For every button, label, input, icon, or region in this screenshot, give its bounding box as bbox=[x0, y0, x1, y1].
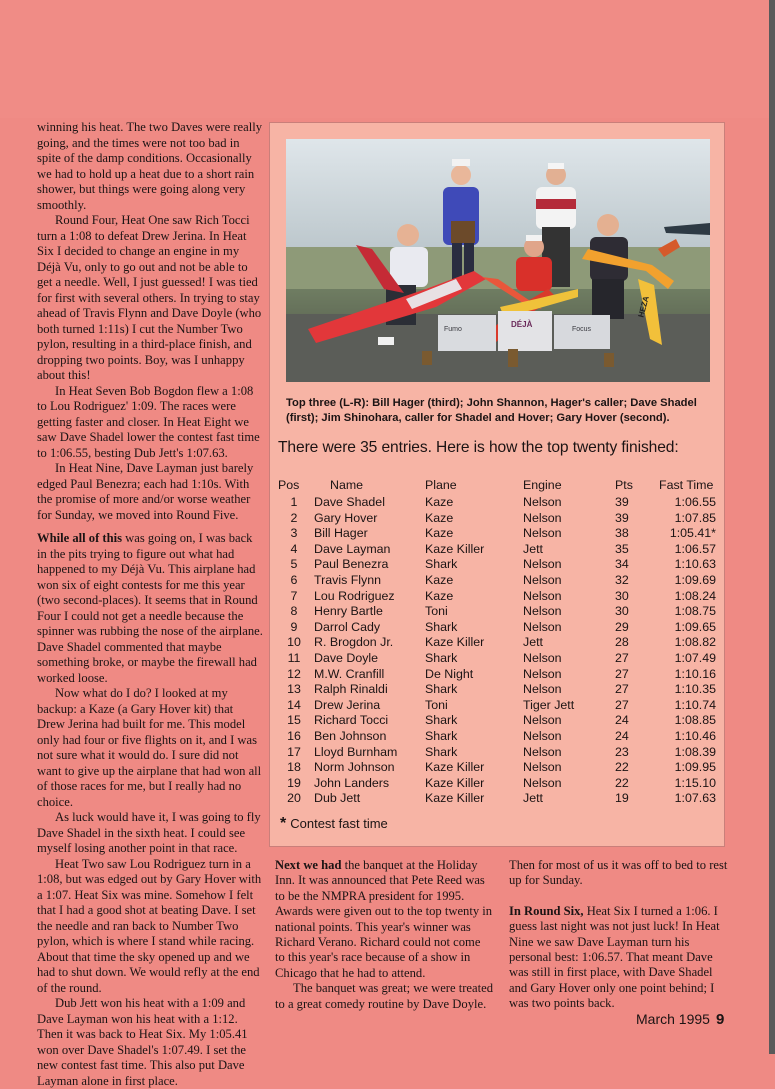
cell-time: 1:06.55 bbox=[674, 495, 716, 509]
table-row bbox=[276, 667, 716, 683]
results-sidebar bbox=[269, 122, 725, 847]
cell-pts: 19 bbox=[615, 791, 629, 806]
paragraph: As luck would have it, I was going to fly Dave Shadel in the sixth heat. I could see myself losing another point in that race. bbox=[37, 810, 261, 855]
cell-pos: 17 bbox=[287, 744, 301, 759]
photo-caption: Top three (L-R): Bill Hager (third); John Shannon, Hager's caller; Dave Shadel (first); Jim Shinohara, caller for Shadel and Hover; Gary Hover (second). bbox=[286, 397, 697, 424]
box-label: DÉJÀ bbox=[511, 320, 533, 329]
cell-name: Dave Layman bbox=[314, 541, 391, 556]
cell-plane: Shark bbox=[425, 744, 458, 759]
table-row bbox=[276, 760, 716, 776]
cell-plane: Kaze Killer bbox=[425, 791, 485, 806]
paragraph: In Heat Seven Bob Bogdon flew a 1:08 to Lou Rodriguez' 1:09. The races were getting faster and closer. In Heat Eight we saw Dave Shadel lower the contest fast time to 1:06.55, besting Dub Jett's 1:07.63. bbox=[37, 383, 260, 460]
cell-time: 1:07.63 bbox=[674, 791, 716, 806]
cell-pos: 9 bbox=[290, 619, 298, 634]
cell-plane: Kaze Killer bbox=[425, 760, 485, 775]
paragraph: Then for most of us it was off to bed to rest up for Sunday. bbox=[509, 858, 728, 888]
cell-time: 1:07.49 bbox=[674, 650, 716, 665]
cell-pts: 27 bbox=[615, 682, 629, 697]
table-row bbox=[276, 620, 716, 636]
cell-time: 1:08.85 bbox=[674, 713, 716, 728]
header-name: Name bbox=[330, 477, 364, 492]
cell-engine: Nelson bbox=[523, 650, 562, 665]
cell-name: Travis Flynn bbox=[314, 572, 382, 587]
table-row bbox=[276, 791, 716, 807]
cell-plane: Shark bbox=[425, 557, 458, 572]
paragraph-text: the banquet at the Holiday Inn. It was announced that Pete Reed was to be the NMPRA president for 1995. Awards were given out to the top twenty in national points. This year's winner was Richard Verano. Richard could not come to this year's race because of a show in Chicago that he had to attend. bbox=[275, 858, 493, 980]
cell-time: 1:05.41* bbox=[669, 526, 716, 541]
cell-plane: Kaze Killer bbox=[425, 775, 485, 790]
section-lead-in: In Round Six, bbox=[509, 903, 584, 918]
cell-name: M.W. Cranfill bbox=[314, 666, 385, 681]
cell-engine: Nelson bbox=[523, 619, 562, 634]
cell-name: Richard Tocci bbox=[314, 713, 389, 728]
cell-engine: Nelson bbox=[523, 572, 562, 587]
table-row bbox=[276, 776, 716, 792]
cell-pts: 22 bbox=[615, 775, 629, 790]
cell-pos: 19 bbox=[287, 775, 301, 790]
cell-pts: 29 bbox=[615, 619, 629, 634]
cell-time: 1:09.95 bbox=[674, 760, 716, 775]
cell-time: 1:10.16 bbox=[674, 666, 716, 681]
paragraph: winning his heat. The two Daves were really going, and the times were not too bad in spite of the damp conditions. Occasionally we had to hold up a heat due to a short rain shower, but things were going along very smoothly. bbox=[37, 120, 262, 212]
cell-pos: 20 bbox=[287, 791, 301, 806]
issue-date: March 1995 bbox=[636, 1011, 710, 1027]
table-row bbox=[276, 635, 716, 651]
cell-pts: 32 bbox=[615, 572, 629, 587]
cell-name: John Landers bbox=[314, 775, 390, 790]
cell-time: 1:09.69 bbox=[674, 572, 716, 587]
section-lead-in: While all of this bbox=[37, 531, 123, 545]
cell-name: Norm Johnson bbox=[314, 760, 395, 775]
header-engine: Engine bbox=[523, 477, 562, 492]
paragraph: Heat Two saw Lou Rodriguez turn in a 1:08, but was edged out by Gary Hover with a 1:07. Heat Six was mine. Somehow I felt that I had a good shot at beating Dave. I set the needle and ran back to Number Two pylon, which is where I stand while racing. About that time the sky opened up and we had to shut down. We would refly at the end of the round. bbox=[37, 856, 262, 995]
cell-engine: Nelson bbox=[523, 526, 562, 541]
cell-name: Gary Hover bbox=[314, 510, 378, 525]
page-edge-shadow bbox=[769, 0, 775, 1054]
cell-engine: Jett bbox=[523, 791, 543, 806]
cell-name: Ralph Rinaldi bbox=[314, 682, 388, 697]
paragraph: In Heat Nine, Dave Layman just barely edged Paul Benezra; each had 1:10s. With the promise of more and/or worse weather for Sunday, we moved into Round Five. bbox=[37, 461, 254, 522]
cell-pos: 12 bbox=[287, 666, 301, 681]
cell-plane: Toni bbox=[425, 697, 448, 712]
footnote bbox=[280, 815, 388, 833]
table-row bbox=[276, 589, 716, 605]
cell-time: 1:15.10 bbox=[674, 775, 716, 790]
cell-pts: 39 bbox=[615, 495, 629, 509]
cell-engine: Jett bbox=[523, 635, 543, 650]
header-plane: Plane bbox=[425, 477, 457, 492]
paragraph: Round Four, Heat One saw Rich Tocci turn a 1:08 to defeat Drew Jerina. In Heat Six I decided to change an engine in my Déjà Vu, only to go out and not be able to get a needle. Well, I just guessed! I was tied for first with several others. In trying to stay ahead of Travis Flynn and Dave Doyle (who both turned 1:11s) I cut the Number Two pylon, resulting in a third-place finish, and dropping two points. Boy, was I unhappy about this! bbox=[37, 213, 262, 382]
cell-name: Henry Bartle bbox=[314, 604, 383, 619]
table-row bbox=[276, 542, 716, 558]
paragraph: Now what do I do? I looked at my backup: a Kaze (a Gary Hover kit) that Drew Jerina had built for me. This model only had four or five flights on it, and I was not sure what it would do. I sure did not want to give up the airplane that had won all of those races for me, but I really had no choice. bbox=[37, 686, 262, 809]
cell-time: 1:08.39 bbox=[674, 744, 716, 759]
winners-photo bbox=[286, 139, 710, 382]
table-row bbox=[276, 557, 716, 573]
paragraph-text: Heat Six I turned a 1:06. I guess last night was not just luck! In Heat Nine we saw Dave Layman turn his personal best: 1:06.57. That meant Dave was still in first place, with Dave Shadel and Gary Hover only one point behind; I was two points back. bbox=[509, 903, 720, 1011]
cell-pos: 4 bbox=[290, 541, 298, 556]
cell-time: 1:10.46 bbox=[674, 728, 716, 743]
cell-plane: Kaze bbox=[425, 526, 454, 541]
cell-plane: Shark bbox=[425, 728, 458, 743]
paragraph-text: was going on, I was back in the pits trying to figure out what had happened to my Déjà Vu. This airplane had won six of eight contests for me this year (two second-places). It seems that in Round Four I could not get a needle because the spinner was rubbing the nose of the airplane. Dave Shadel commented that maybe something broke, or maybe the firewall had worked loose. bbox=[37, 531, 263, 685]
cell-pos: 6 bbox=[290, 572, 298, 587]
cell-pos: 10 bbox=[287, 635, 301, 650]
table-row bbox=[276, 729, 716, 745]
cell-pts: 35 bbox=[615, 541, 629, 556]
cell-pos: 2 bbox=[290, 510, 298, 525]
table-row bbox=[276, 511, 716, 527]
cell-name: Ben Johnson bbox=[314, 728, 387, 743]
winners-photo-illustration bbox=[286, 139, 710, 382]
cell-engine: Nelson bbox=[523, 666, 562, 681]
table-row bbox=[276, 526, 716, 542]
results-body bbox=[276, 495, 716, 807]
cell-pos: 16 bbox=[287, 728, 301, 743]
cell-time: 1:06.57 bbox=[674, 541, 716, 556]
cell-pos: 18 bbox=[287, 760, 301, 775]
cell-name: Lloyd Burnham bbox=[314, 744, 398, 759]
cell-pos: 13 bbox=[287, 682, 301, 697]
cell-engine: Nelson bbox=[523, 744, 562, 759]
header-fast-time: Fast Time bbox=[659, 477, 714, 492]
left-article-column bbox=[37, 120, 263, 1089]
cell-time: 1:09.65 bbox=[674, 619, 716, 634]
cell-engine: Nelson bbox=[523, 728, 562, 743]
cell-name: Dub Jett bbox=[314, 791, 361, 806]
cell-engine: Nelson bbox=[523, 604, 562, 619]
cell-time: 1:10.63 bbox=[674, 557, 716, 572]
results-header-row bbox=[276, 463, 716, 495]
table-row bbox=[276, 713, 716, 729]
results-table bbox=[276, 463, 716, 807]
cell-name: Paul Benezra bbox=[314, 557, 389, 572]
cell-plane: De Night bbox=[425, 666, 474, 681]
cell-plane: Shark bbox=[425, 682, 458, 697]
cell-engine: Nelson bbox=[523, 495, 562, 509]
cell-plane: Kaze bbox=[425, 510, 454, 525]
header-pos: Pos bbox=[278, 477, 300, 492]
cell-pts: 24 bbox=[615, 728, 629, 743]
cell-time: 1:08.75 bbox=[674, 604, 716, 619]
cell-engine: Nelson bbox=[523, 557, 562, 572]
cell-time: 1:10.35 bbox=[674, 682, 716, 697]
section-lead-in: Next we had bbox=[275, 858, 342, 872]
cell-pos: 11 bbox=[287, 650, 301, 665]
cell-pts: 27 bbox=[615, 666, 629, 681]
page-number: 9 bbox=[715, 1011, 725, 1028]
table-row bbox=[276, 651, 716, 667]
wing-lettering: HEZA bbox=[636, 295, 651, 319]
paragraph bbox=[37, 531, 263, 686]
cell-name: Dave Shadel bbox=[314, 495, 385, 509]
table-row bbox=[276, 604, 716, 620]
table-row bbox=[276, 495, 716, 511]
results-table-title: There were 35 entries. Here is how the top twenty finished: bbox=[278, 439, 679, 456]
cell-engine: Nelson bbox=[523, 713, 562, 728]
cell-pos: 7 bbox=[290, 588, 298, 603]
cell-plane: Kaze Killer bbox=[425, 635, 485, 650]
paragraph: The banquet was great; we were treated to a great comedy routine by Dave Doyle. bbox=[275, 981, 493, 1011]
table-row bbox=[276, 573, 716, 589]
box-label: Fumo bbox=[444, 326, 462, 333]
cell-engine: Tiger Jett bbox=[523, 697, 575, 712]
cell-name: Darrol Cady bbox=[314, 619, 381, 634]
cell-engine: Nelson bbox=[523, 510, 562, 525]
cell-plane: Toni bbox=[425, 604, 448, 619]
table-row bbox=[276, 745, 716, 761]
page-footer bbox=[636, 1011, 724, 1028]
paragraph bbox=[275, 858, 493, 981]
cell-name: Drew Jerina bbox=[314, 697, 381, 712]
cell-pos: 8 bbox=[290, 604, 298, 619]
cell-pts: 39 bbox=[615, 510, 629, 525]
cell-pos: 1 bbox=[290, 495, 298, 509]
cell-pts: 27 bbox=[615, 697, 629, 712]
right-article-column bbox=[509, 858, 731, 1012]
cell-pos: 5 bbox=[290, 557, 298, 572]
cell-name: Dave Doyle bbox=[314, 650, 379, 665]
cell-plane: Shark bbox=[425, 619, 458, 634]
cell-pts: 30 bbox=[615, 604, 629, 619]
cell-pts: 27 bbox=[615, 650, 629, 665]
table-row bbox=[276, 682, 716, 698]
cell-plane: Kaze bbox=[425, 495, 454, 509]
page-top-background bbox=[0, 0, 775, 118]
cell-pts: 22 bbox=[615, 760, 629, 775]
cell-engine: Nelson bbox=[523, 682, 562, 697]
cell-plane: Shark bbox=[425, 713, 458, 728]
cell-pos: 14 bbox=[287, 697, 301, 712]
cell-plane: Kaze bbox=[425, 588, 454, 603]
cell-name: Lou Rodriguez bbox=[314, 588, 395, 603]
cell-time: 1:08.82 bbox=[674, 635, 716, 650]
cell-time: 1:08.24 bbox=[674, 588, 716, 603]
cell-name: Bill Hager bbox=[314, 526, 368, 541]
cell-pts: 23 bbox=[615, 744, 629, 759]
table-row bbox=[276, 698, 716, 714]
cell-pts: 30 bbox=[615, 588, 629, 603]
cell-engine: Jett bbox=[523, 541, 543, 556]
box-label: Focus bbox=[572, 326, 592, 333]
header-pts: Pts bbox=[615, 477, 633, 492]
middle-article-column bbox=[275, 858, 493, 1012]
cell-engine: Nelson bbox=[523, 760, 562, 775]
footnote-text: Contest fast time bbox=[290, 816, 388, 831]
cell-pos: 15 bbox=[287, 713, 301, 728]
cell-name: R. Brogdon Jr. bbox=[314, 635, 394, 650]
cell-pts: 24 bbox=[615, 713, 629, 728]
cell-time: 1:10.74 bbox=[674, 697, 716, 712]
cell-time: 1:07.85 bbox=[674, 510, 716, 525]
paragraph bbox=[509, 904, 731, 1012]
cell-pts: 38 bbox=[615, 526, 629, 541]
cell-plane: Kaze Killer bbox=[425, 541, 485, 556]
cell-pts: 34 bbox=[615, 557, 629, 572]
cell-engine: Nelson bbox=[523, 775, 562, 790]
cell-plane: Shark bbox=[425, 650, 458, 665]
paragraph: Dub Jett won his heat with a 1:09 and Dave Layman won his heat with a 1:12. Then it was back to Heat Six. My 1:05.41 won over Dave Shadel's 1:07.49. I set the new contest fast time. This also put Dave Layman alone in first place. bbox=[37, 996, 248, 1088]
cell-pos: 3 bbox=[290, 526, 298, 541]
cell-pts: 28 bbox=[615, 635, 629, 650]
footnote-asterisk: * bbox=[280, 815, 287, 832]
cell-plane: Kaze bbox=[425, 572, 454, 587]
cell-engine: Nelson bbox=[523, 588, 562, 603]
